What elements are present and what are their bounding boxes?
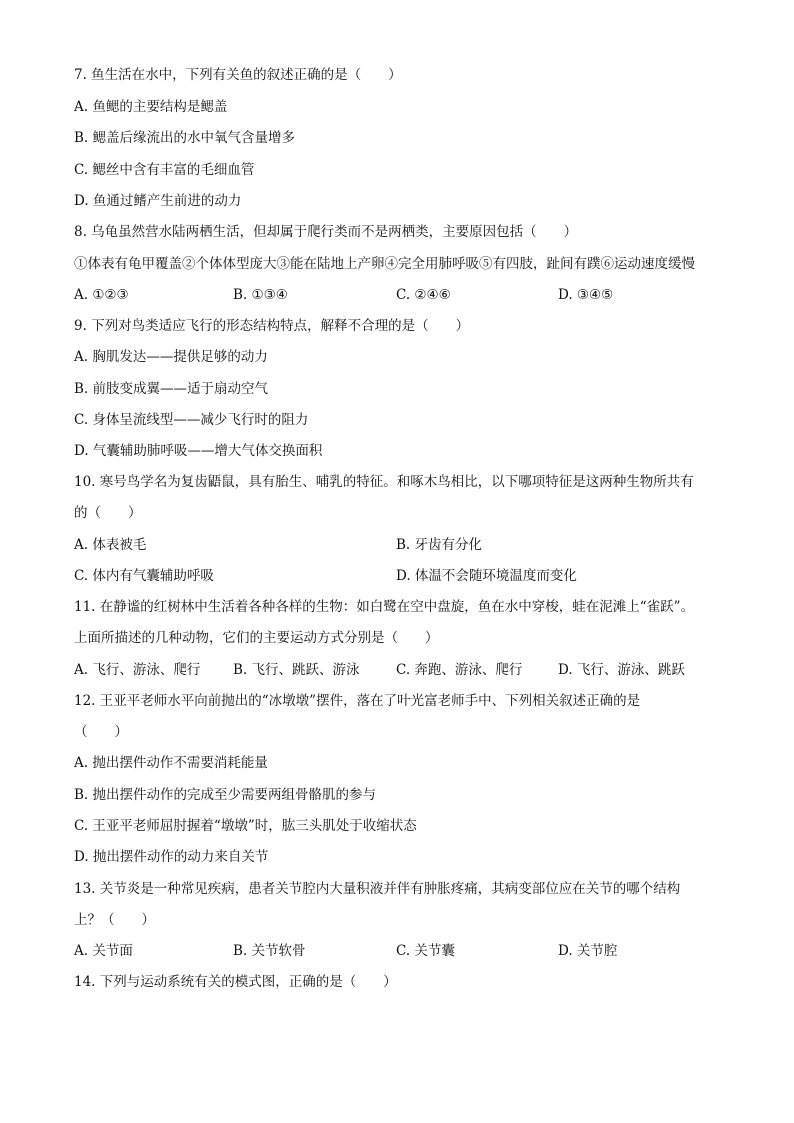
- question-7-option-a: A. 鱼鳃的主要结构是鳃盖: [74, 99, 228, 115]
- question-10-stem-continued: 的（ ）: [74, 505, 142, 521]
- question-12-option-b: B. 抛出摆件动作的完成至少需要两组骨骼肌的参与: [74, 787, 377, 803]
- question-7-option-d: D. 鱼通过鳍产生前进的动力: [74, 193, 242, 209]
- question-12-stem-continued: （ ）: [74, 724, 128, 740]
- question-7-option-c: C. 鳃丝中含有丰富的毛细血管: [74, 162, 255, 178]
- question-13-option-d: D. 关节腔: [558, 943, 618, 959]
- question-8-option-d: D. ③④⑤: [558, 287, 614, 303]
- question-10-stem: 10. 寒号鸟学名为复齿鼯鼠，具有胎生、哺乳的特征。和啄木鸟相比，以下哪项特征是这两种生物所共有: [74, 474, 694, 490]
- question-8-option-c: C. ②④⑥: [396, 287, 451, 303]
- question-7-stem: 7. 鱼生活在水中，下列有关鱼的叙述正确的是（ ）: [74, 67, 402, 83]
- question-12-option-a: A. 抛出摆件动作不需要消耗能量: [74, 755, 268, 771]
- question-9-option-b: B. 前肢变成翼——适于扇动空气: [74, 381, 269, 397]
- question-10-option-d: D. 体温不会随环境温度而变化: [396, 568, 577, 584]
- question-9-option-a: A. 胸肌发达——提供足够的动力: [74, 349, 268, 365]
- question-8-option-b: B. ①③④: [233, 287, 288, 303]
- question-8-statements: ①体表有龟甲覆盖②个体体型庞大③能在陆地上产卵④完全用肺呼吸⑤有四肢，趾间有蹼⑥运动速度缓慢: [74, 256, 695, 272]
- question-8-stem: 8. 乌龟虽然营水陆两栖生活，但却属于爬行类而不是两栖类，主要原因包括（ ）: [74, 224, 578, 240]
- question-13-stem: 13. 关节炎是一种常见疾病，患者关节腔内大量积液并伴有肿胀疼痛，其病变部位应在关节的哪个结构: [74, 881, 681, 897]
- question-13-option-c: C. 关节囊: [396, 943, 455, 959]
- question-9-option-d: D. 气囊辅助肺呼吸——增大气体交换面积: [74, 443, 323, 459]
- question-11-option-a: A. 飞行、游泳、爬行: [74, 662, 201, 678]
- question-12-option-c: C. 王亚平老师屈肘握着“墩墩”时，肱三头肌处于收缩状态: [74, 818, 417, 834]
- question-13-option-a: A. 关节面: [74, 943, 133, 959]
- question-11-stem: 11. 在静谧的红树林中生活着各种各样的生物：如白鹭在空中盘旋，鱼在水中穿梭，蛙在泥滩上“雀跃”。: [74, 599, 695, 615]
- question-13-stem-continued: 上？（ ）: [74, 912, 155, 928]
- question-9-option-c: C. 身体呈流线型——减少飞行时的阻力: [74, 412, 309, 428]
- question-10-option-a: A. 体表被毛: [74, 537, 147, 553]
- question-11-stem-continued: 上面所描述的几种动物，它们的主要运动方式分别是（ ）: [74, 630, 439, 646]
- question-12-stem: 12. 王亚平老师水平向前抛出的“冰墩墩”摆件，落在了叶光富老师手中、下列相关叙述正确的是: [74, 693, 641, 709]
- question-11-option-b: B. 飞行、跳跃、游泳: [233, 662, 360, 678]
- question-10-option-b: B. 牙齿有分化: [396, 537, 483, 553]
- question-12-option-d: D. 抛出摆件动作的动力来自关节: [74, 849, 269, 865]
- question-8-option-a: A. ①②③: [74, 287, 129, 303]
- question-9-stem: 9. 下列对鸟类适应飞行的形态结构特点，解释不合理的是（ ）: [74, 318, 470, 334]
- question-14-stem: 14. 下列与运动系统有关的模式图，正确的是（ ）: [74, 974, 397, 990]
- question-11-option-d: D. 飞行、游泳、跳跃: [558, 662, 685, 678]
- question-7-option-b: B. 鳃盖后缘流出的水中氧气含量增多: [74, 130, 296, 146]
- question-13-option-b: B. 关节软骨: [233, 943, 306, 959]
- question-10-option-c: C. 体内有气囊辅助呼吸: [74, 568, 214, 584]
- question-11-option-c: C. 奔跑、游泳、爬行: [396, 662, 523, 678]
